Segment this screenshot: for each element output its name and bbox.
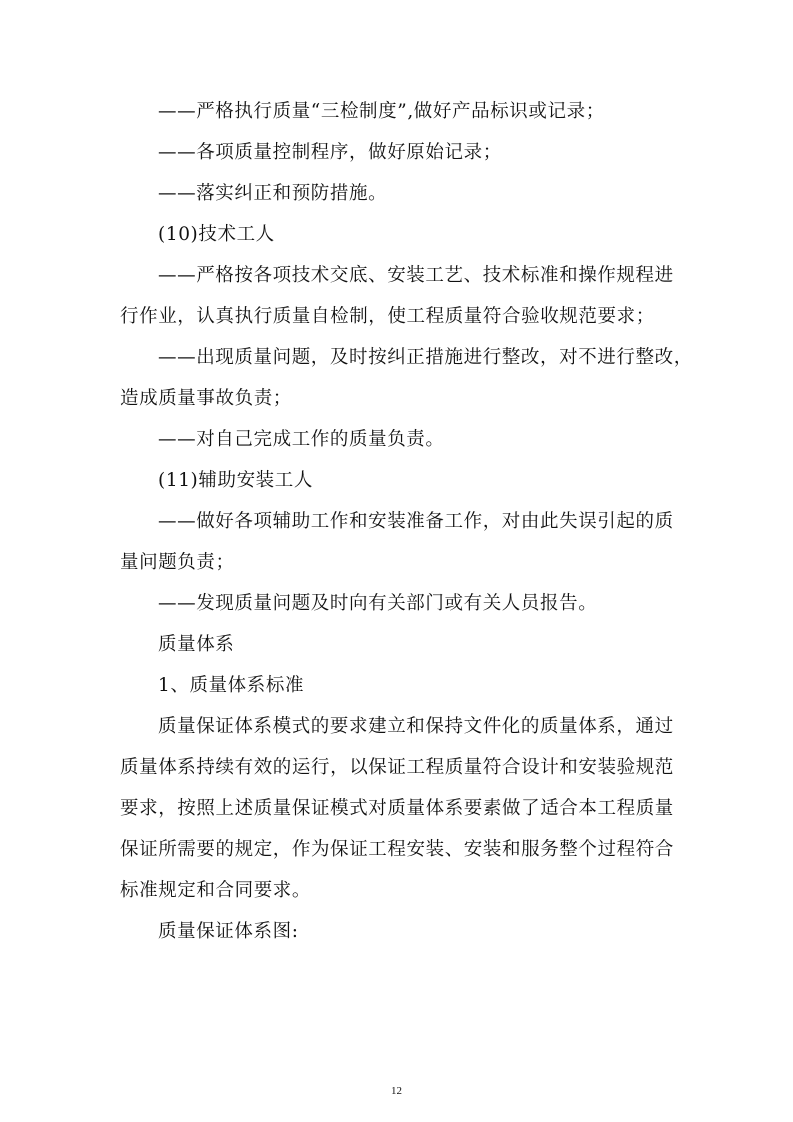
text-line: 量问题负责；: [120, 552, 235, 573]
text-line: 造成质量事故负责；: [120, 388, 292, 409]
text-line: ——发现质量问题及时向有关部门或有关人员报告。: [158, 593, 598, 614]
section-heading: 质量体系: [158, 634, 235, 655]
text-line: ——严格执行质量“三检制度”,做好产品标识或记录；: [158, 101, 605, 122]
text-line: 标准规定和合同要求。: [120, 880, 312, 901]
section-heading: (10)技术工人: [158, 224, 275, 245]
text-line: ——对自己完成工作的质量负责。: [158, 429, 445, 450]
text-line: 质量保证体系图:: [158, 921, 299, 942]
text-line: ——做好各项辅助工作和安装准备工作，对由此失误引起的质: [158, 511, 674, 532]
text-line: ——出现质量问题，及时按纠正措施进行整改，对不进行整改，: [158, 347, 693, 368]
text-line: ——各项质量控制程序，做好原始记录；: [158, 142, 502, 163]
text-line: 要求，按照上述质量保证模式对质量体系要素做了适合本工程质量: [120, 798, 674, 819]
section-heading: (11)辅助安装工人: [158, 470, 313, 491]
text-line: 质量体系持续有效的运行，以保证工程质量符合设计和安装验规范: [120, 757, 674, 778]
page-number: 12: [391, 1085, 402, 1097]
text-line: 保证所需要的规定，作为保证工程安装、安装和服务整个过程符合: [120, 839, 674, 860]
section-heading: 1、质量体系标准: [158, 675, 305, 696]
text-line: ——严格按各项技术交底、安装工艺、技术标准和操作规程进: [158, 265, 674, 286]
text-line: ——落实纠正和预防措施。: [158, 183, 388, 204]
text-line: 行作业，认真执行质量自检制，使工程质量符合验收规范要求；: [120, 306, 655, 327]
text-line: 质量保证体系模式的要求建立和保持文件化的质量体系，通过: [158, 716, 674, 737]
